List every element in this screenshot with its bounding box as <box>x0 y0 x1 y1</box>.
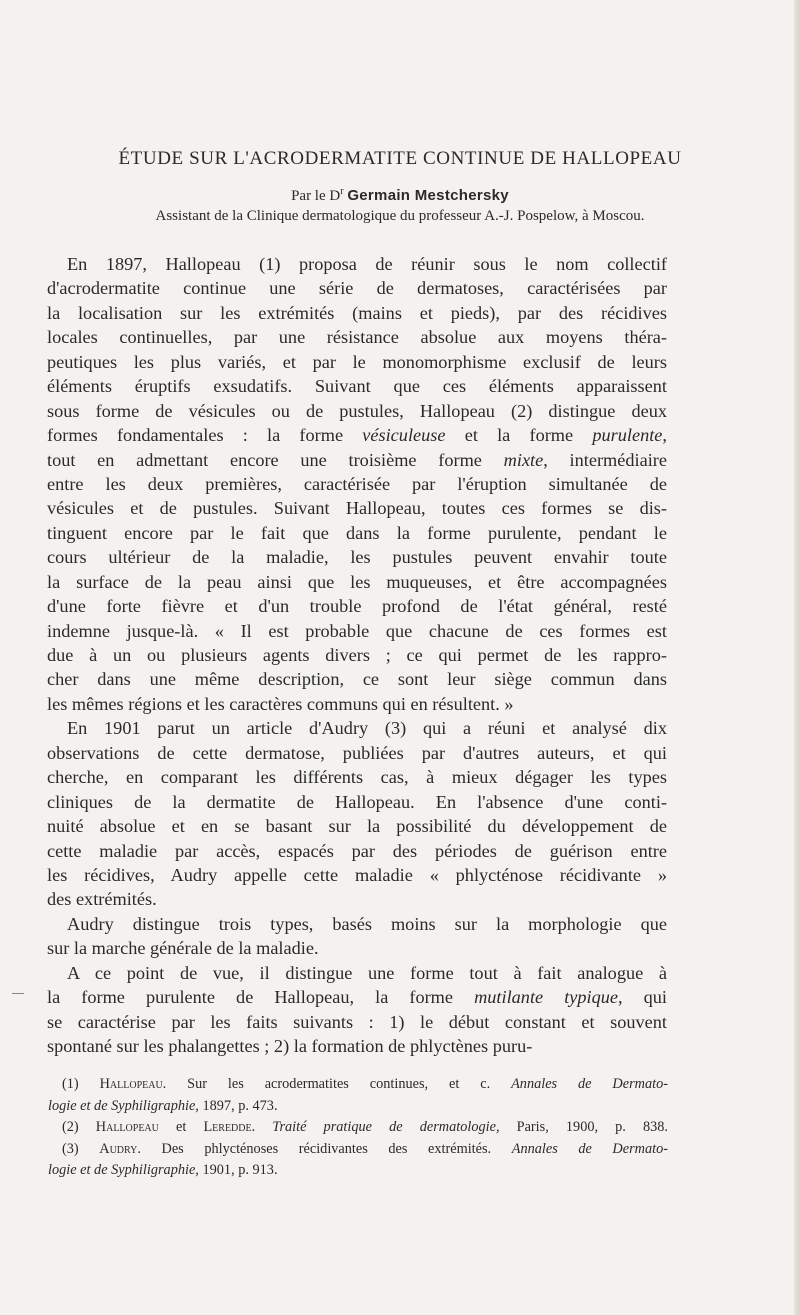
footnote-2-title: Traité pratique de dermatologie, <box>272 1119 500 1135</box>
footnote-3-text: Des phlycténoses récidivantes des extrémités. <box>161 1140 492 1157</box>
footnote-3-journal-cont: logie et de Syphiligraphie, <box>48 1162 199 1178</box>
body-line <box>47 765 667 789</box>
body-line-text: cliniques de la dermatite de Hallopeau. En l'absence d'une conti- <box>47 791 667 812</box>
footnote-3-author: Audry. <box>99 1140 141 1157</box>
body-line <box>47 814 667 838</box>
body-line-text: cette maladie par accès, espacés par des périodes de guérison entre <box>47 840 667 861</box>
body-line-text: vésicules et de pustules. Suivant Hallopeau, toutes ces formes se dis- <box>47 498 667 519</box>
body-line <box>47 839 667 863</box>
body-line-text: les mêmes régions et les caractères communs qui en résultent. » <box>47 693 514 714</box>
body-line-text: En 1901 parut un article d'Audry (3) qui a réuni et analysé dix <box>67 718 667 739</box>
footnote-1-journal-cont: logie et de Syphiligraphie, <box>48 1097 199 1114</box>
body-line-text: tout en admettant encore une troisième forme <box>47 449 504 470</box>
author-name: Germain Mestchersky <box>347 187 509 204</box>
body-line <box>47 521 667 545</box>
body-line <box>47 887 667 911</box>
body-line-italic: mutilante typique <box>474 987 618 1008</box>
body-line <box>47 985 667 1009</box>
author-line <box>0 186 800 205</box>
page-edge-shadow <box>794 0 800 1315</box>
body-line <box>47 448 667 472</box>
body-line-text: , intermédiaire <box>543 449 667 470</box>
body-line <box>47 252 667 276</box>
body-line <box>47 961 667 985</box>
footnote-2-line-1 <box>62 1117 668 1139</box>
body-line-text: des extrémités. <box>47 889 157 910</box>
body-line-text: nuité absolue et en se basant sur la possibilité du développement de <box>47 816 667 837</box>
body-line <box>47 692 667 716</box>
body-line-text: , qui <box>618 987 667 1008</box>
body-line <box>47 496 667 520</box>
body-line-text: locales continuelles, par une résistance absolue aux moyens théra- <box>47 327 667 348</box>
article-title: ÉTUDE SUR L'ACRODERMATITE CONTINUE DE HALLOPEAU <box>118 148 682 169</box>
footnote-3-mark: (3) <box>62 1140 79 1157</box>
footnote-2-author-b: Leredde. <box>203 1119 256 1135</box>
body-line-text: et la forme <box>445 425 593 446</box>
margin-mark <box>12 993 24 994</box>
footnote-3-line-1 <box>62 1139 668 1161</box>
body-line-text: tinguent encore par le fait que dans la forme purulente, pendant le <box>47 522 667 543</box>
author-affiliation: Assistant de la Clinique dermatologique du professeur A.-J. Pospelow, à Moscou. <box>155 208 645 224</box>
body-line-text: d'une forte fièvre et d'un trouble profond de l'état général, resté <box>47 596 667 617</box>
body-line-text: sur la marche générale de la maladie. <box>47 938 319 959</box>
author-prefix-superscript: r <box>340 186 344 197</box>
body-line-text: A ce point de vue, il distingue une forme tout à fait analogue à <box>67 962 667 983</box>
body-line <box>47 374 667 398</box>
body-line-text: cher dans une même description, ce sont leur siège commun dans <box>47 669 667 690</box>
footnote-2-mark: (2) <box>62 1119 79 1135</box>
body-line-text: due à un ou plusieurs agents divers ; ce qui permet de les rappro- <box>47 645 667 665</box>
body-line <box>47 423 667 447</box>
body-line-text: les récidives, Audry appelle cette maladie « phlycténose récidivante » <box>47 864 667 885</box>
footnote-3-ref: 1901, p. 913. <box>202 1162 278 1178</box>
body-text <box>47 252 667 1058</box>
body-line <box>47 472 667 496</box>
author-prefix: Par le D <box>291 188 341 204</box>
footnote-3-journal: Annales de Dermato- <box>511 1140 668 1157</box>
body-line <box>47 1034 667 1058</box>
footnote-1-line-2 <box>48 1096 668 1118</box>
body-line <box>47 863 667 887</box>
body-line <box>47 619 667 643</box>
body-line <box>47 570 667 594</box>
body-line-text: spontané sur les phalangettes ; 2) la formation de phlyctènes puru- <box>47 1036 533 1056</box>
body-line-text: Audry distingue trois types, basés moins sur la morphologie que <box>67 913 667 934</box>
body-line <box>47 325 667 349</box>
footnote-1-line-1 <box>62 1074 668 1096</box>
body-line-italic: purulente <box>592 425 663 446</box>
body-line <box>47 399 667 423</box>
body-line <box>47 1010 667 1034</box>
footnote-1-journal: Annales de Dermato- <box>511 1076 668 1092</box>
footnote-2-and: et <box>176 1119 187 1135</box>
body-line-text: d'acrodermatite continue une série de dermatoses, caractérisées par <box>47 278 667 299</box>
body-line-text: formes fondamentales : la forme <box>47 425 363 446</box>
footnote-3-line-2 <box>48 1160 668 1182</box>
body-line-italic: mixte <box>503 449 544 470</box>
body-line-italic: vésiculeuse <box>362 425 446 446</box>
footnote-1-ref: 1897, p. 473. <box>202 1097 278 1114</box>
body-line <box>47 350 667 374</box>
body-line-text: la surface de la peau ainsi que les muqueuses, et être accompagnées <box>47 571 667 592</box>
body-line <box>47 301 667 325</box>
body-line-text: la localisation sur les extrémités (mains et pieds), par des récidives <box>47 302 667 323</box>
body-line-text: sous forme de vésicules ou de pustules, Hallopeau (2) distingue deux <box>47 400 667 421</box>
body-line <box>47 912 667 936</box>
body-line-text: se caractérise par les faits suivants : 1) le début constant et souvent <box>47 1011 667 1032</box>
body-line-text: indemne jusque-là. « Il est probable que chacune de ces formes est <box>47 620 667 641</box>
body-line <box>47 741 667 765</box>
footnote-1-mark: (1) <box>62 1076 79 1092</box>
footnote-2-author-a: Hallopeau <box>95 1119 159 1135</box>
body-line-text: éléments éruptifs exsudatifs. Suivant que ces éléments apparaissent <box>47 376 667 397</box>
body-line <box>47 667 667 691</box>
footnote-1-text: Sur les acrodermatites continues, et c. <box>187 1076 491 1092</box>
body-line-text: observations de cette dermatose, publiées par d'autres auteurs, et qui <box>47 742 667 763</box>
body-line <box>47 643 667 667</box>
body-line-text: , <box>662 425 667 446</box>
footnote-2-ref: Paris, 1900, p. 838. <box>516 1119 668 1135</box>
footnotes <box>48 1074 668 1182</box>
body-line <box>47 716 667 740</box>
body-line <box>47 790 667 814</box>
body-line-text: la forme purulente de Hallopeau, la forme <box>47 987 475 1008</box>
body-line-text: peutiques les plus variés, et par le monomorphisme exclusif de leurs <box>47 351 667 372</box>
body-line-text: cours ultérieur de la maladie, les pustules peuvent envahir toute <box>47 547 667 568</box>
body-line-text: En 1897, Hallopeau (1) proposa de réunir sous le nom collectif <box>67 254 667 274</box>
body-line <box>47 594 667 618</box>
body-line-text: cherche, en comparant les différents cas, à mieux dégager les types <box>47 767 667 788</box>
body-line <box>47 936 667 960</box>
body-line-text: entre les deux premières, caractérisée par l'éruption simultanée de <box>47 473 667 494</box>
body-line <box>47 545 667 569</box>
footnote-1-author: Hallopeau. <box>99 1076 167 1092</box>
body-line <box>47 276 667 300</box>
